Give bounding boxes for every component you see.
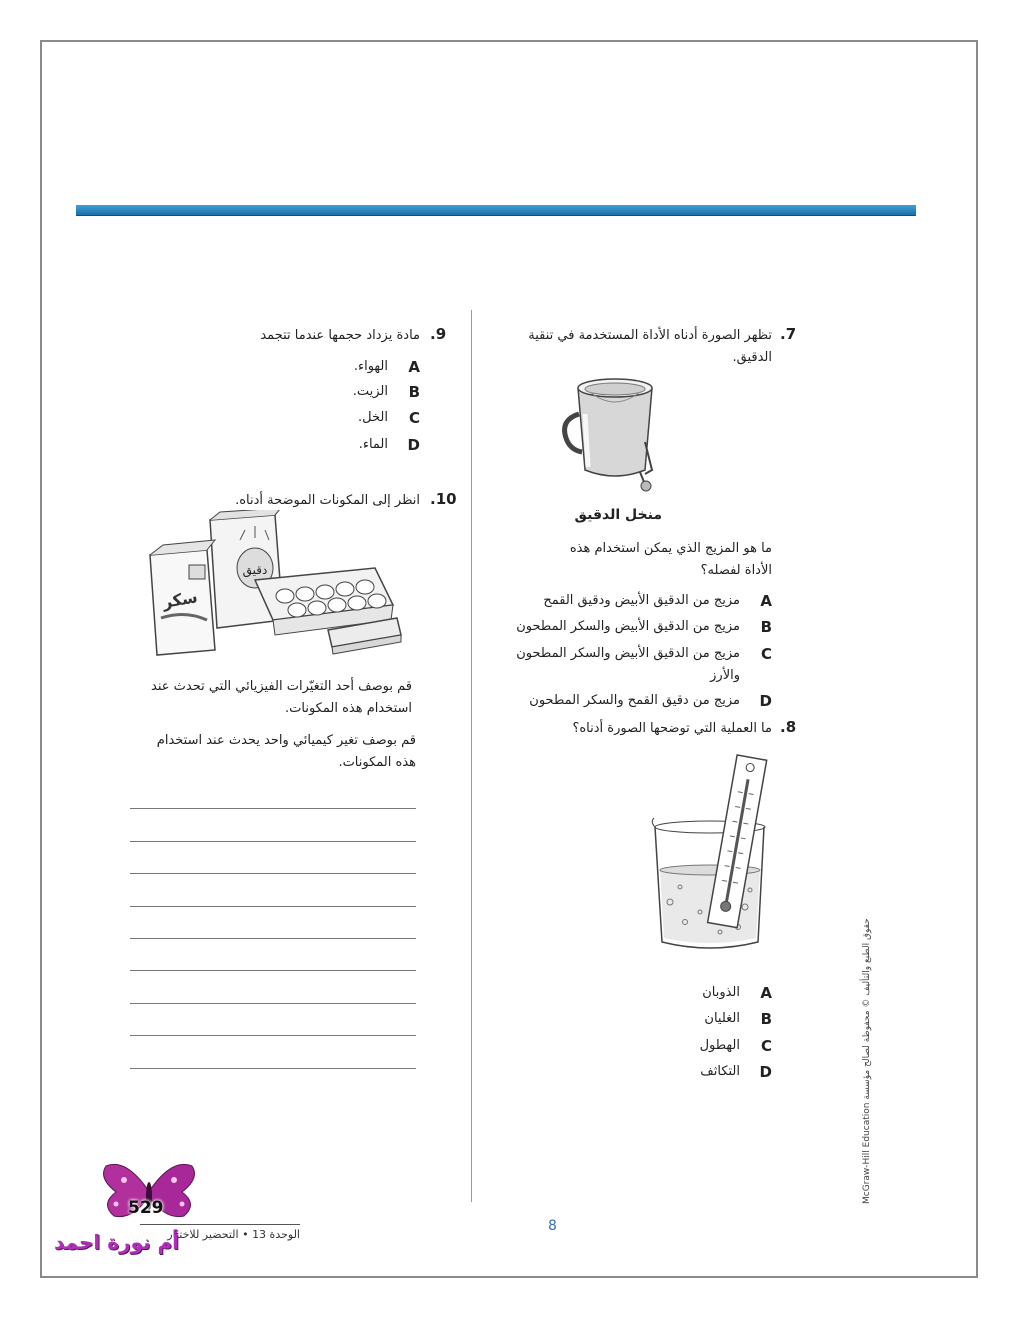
q8-option-b[interactable] [600, 1008, 772, 1030]
answer-line[interactable] [130, 906, 416, 907]
option-letter: B [408, 383, 420, 401]
q9-number: .9 [430, 325, 447, 343]
option-text: الخل. [358, 410, 388, 425]
option-letter: D [759, 692, 772, 710]
q9-text: مادة يزداد حجمها عندما تتجمد [260, 328, 420, 343]
q7-image-caption: منخل الدقيق [574, 507, 662, 523]
option-text: الغليان [704, 1011, 740, 1026]
option-text: الذوبان [702, 985, 740, 1000]
option-letter: A [760, 984, 772, 1002]
copyright-credit: McGraw-Hill Education حقوق الطبع والتأليف © محفوظة لصالح مؤسسة [862, 918, 872, 1204]
q9-option-a[interactable] [280, 356, 420, 378]
q9-option-d[interactable] [280, 434, 420, 456]
option-letter: C [760, 1037, 772, 1055]
q7-question: ما هو المزيج الذي يمكن استخدام هذه الأداة لفصله؟ [569, 541, 772, 578]
flour-sifter-image [560, 372, 670, 497]
option-letter: D [407, 436, 420, 454]
q8-option-d[interactable] [600, 1061, 772, 1083]
option-letter: A [408, 358, 420, 376]
option-text: مزيج من الدقيق الأبيض والسكر المطحون [516, 619, 740, 634]
option-text: مزيج من الدقيق الأبيض والسكر المطحون والأرز [516, 646, 740, 683]
sugar-bag-label: سكر [161, 587, 199, 612]
q7-number: .7 [780, 325, 797, 343]
answer-line[interactable] [130, 1035, 416, 1036]
option-letter: B [760, 618, 772, 636]
option-letter: C [760, 645, 772, 663]
flour-bag-label: دقيق [242, 563, 268, 577]
ingredients-image [145, 510, 410, 660]
header-bar [76, 205, 916, 216]
option-text: الهواء. [353, 359, 388, 374]
q10-number: .10 [430, 490, 457, 508]
q10-prompt-physical: قم بوصف أحد التغيّرات الفيزيائي التي تحدث عند استخدام هذه المكونات. [151, 679, 412, 716]
q10-prompt-chemical: قم بوصف تغير كيميائي واحد يحدث عند استخدام هذه المكونات. [156, 733, 416, 770]
option-text: الماء. [358, 437, 388, 452]
footer-rule [140, 1224, 300, 1225]
answer-line[interactable] [130, 808, 416, 809]
footer-unit-text: الوحدة 13 • التحضير للاختبار [167, 1228, 300, 1241]
option-text: التكاثف [700, 1064, 740, 1079]
option-letter: C [408, 409, 420, 427]
q8-text: ما العملية التي توضحها الصورة أدناه؟ [572, 721, 772, 736]
q7-text: تظهر الصورة أدناه الأداة المستخدمة في تنقية الدقيق. [528, 328, 772, 365]
q7-option-a[interactable] [480, 590, 772, 612]
answer-line[interactable] [130, 970, 416, 971]
page-number: 8 [548, 1218, 557, 1234]
q7-option-b[interactable] [480, 616, 772, 638]
option-text: مزيج من دقيق القمح والسكر المطحون [529, 693, 740, 708]
q9-option-b[interactable] [280, 381, 420, 403]
option-letter: B [760, 1010, 772, 1028]
answer-line[interactable] [130, 1068, 416, 1069]
answer-line[interactable] [130, 841, 416, 842]
q8-option-c[interactable] [600, 1035, 772, 1057]
option-letter: A [760, 592, 772, 610]
q7-option-d[interactable] [480, 690, 772, 712]
option-letter: D [759, 1063, 772, 1081]
answer-line[interactable] [130, 1003, 416, 1004]
answer-line[interactable] [130, 938, 416, 939]
watermark-text: أم نورة احمد [54, 1230, 180, 1254]
option-text: الزيت. [352, 384, 388, 399]
answer-line[interactable] [130, 873, 416, 874]
q10-text: انظر إلى المكونات الموضحة أدناه. [235, 493, 420, 508]
sticker-number: 529 [128, 1198, 164, 1218]
option-text: مزيج من الدقيق الأبيض ودقيق القمح [543, 593, 740, 608]
q8-option-a[interactable] [600, 982, 772, 1004]
q8-number: .8 [780, 718, 797, 736]
column-divider [471, 310, 472, 1202]
q9-option-c[interactable] [280, 407, 420, 429]
q7-option-c[interactable] [480, 643, 772, 687]
option-text: الهطول [699, 1038, 740, 1053]
beaker-thermometer-image [650, 752, 775, 957]
